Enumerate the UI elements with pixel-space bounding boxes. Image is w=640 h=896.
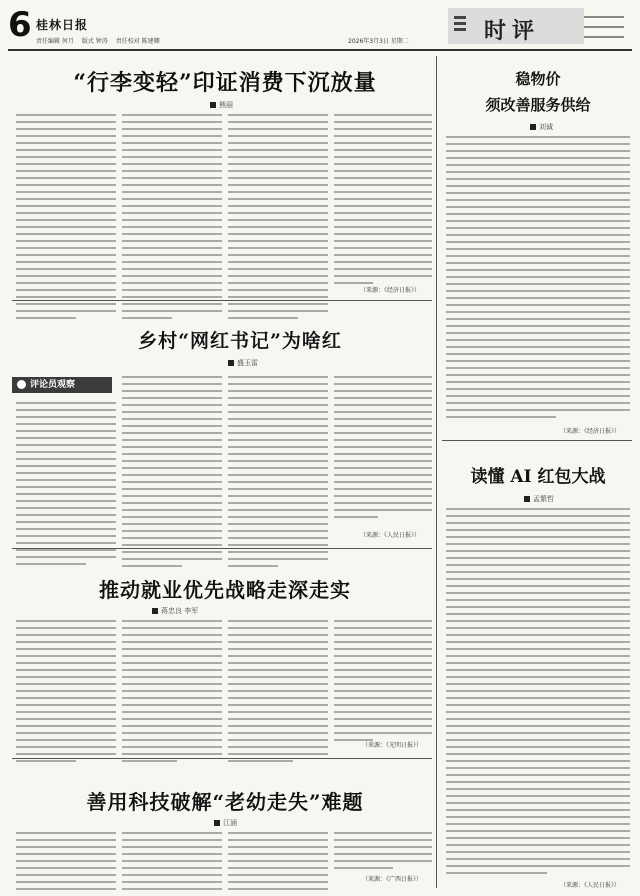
- article-4-body: [228, 832, 328, 895]
- article-2-body: [228, 376, 328, 572]
- article-4-byline: 江涵: [214, 818, 237, 828]
- article-3-source: （来源：《光明日报》）: [362, 742, 423, 749]
- article-6-source: （来源：《人民日报》）: [560, 882, 621, 889]
- article-2-body: [122, 376, 222, 572]
- article-4-title: 善用科技破解“老幼走失”难题: [86, 790, 364, 814]
- article-1-title: “行李变轻”印证消费下沉放量: [73, 70, 377, 96]
- editor-credit: 责任编辑 何月: [36, 38, 74, 45]
- editor-credit: 责任校对 陈建卿: [115, 38, 160, 45]
- article-4-source: （来源：《广西日报》）: [362, 876, 423, 883]
- article-1-body: [122, 114, 222, 324]
- article-1-body: [228, 114, 328, 324]
- issue-date: 2026年3月3日 星期二: [348, 38, 409, 45]
- article-2-body: [334, 376, 432, 523]
- article-2-title: 乡村“网红书记”为啥红: [138, 330, 342, 352]
- article-3-body: [228, 620, 328, 767]
- editor-credit: 版式 钟涛: [81, 38, 108, 45]
- page-number: 6: [8, 5, 32, 45]
- editor-credits: [36, 36, 166, 45]
- article-2-byline: 盛玉雷: [228, 358, 258, 368]
- article-1-source: （来源：《经济日报》）: [360, 287, 421, 294]
- article-divider: [12, 300, 432, 301]
- article-6-byline: 孟繁哲: [524, 494, 554, 504]
- article-4-body: [16, 832, 116, 895]
- article-5-source: （来源：《经济日报》）: [560, 428, 621, 435]
- article-divider: [12, 758, 432, 759]
- section-tail-decoration: [584, 8, 632, 44]
- column-badge: 评论员观察: [12, 377, 112, 393]
- article-4-body: [334, 832, 432, 874]
- article-3-body: [122, 620, 222, 767]
- page-header: [8, 5, 632, 48]
- article-2-body: [16, 402, 116, 570]
- article-1-body: [16, 114, 116, 324]
- article-divider: [12, 548, 432, 549]
- article-3-byline: 蒋忠良 李军: [152, 606, 198, 616]
- section-bars-icon: [454, 16, 466, 34]
- article-5-title-line2: 须改善服务供给: [485, 96, 591, 114]
- article-4-body: [122, 832, 222, 895]
- section-name: 时评: [484, 18, 541, 44]
- article-3-body: [16, 620, 116, 767]
- article-1-byline: 熊丽: [210, 100, 233, 110]
- section-banner: [448, 8, 584, 44]
- article-6-title: 读懂 AI 红包大战: [470, 467, 606, 487]
- column-divider: [436, 56, 437, 888]
- paper-name: 桂林日报: [36, 18, 89, 32]
- article-divider: [442, 440, 632, 441]
- article-1-body: [334, 114, 432, 289]
- article-3-title: 推动就业优先战略走深走实: [99, 578, 351, 602]
- article-3-body: [334, 620, 432, 746]
- article-5-byline: 刘诚: [530, 122, 553, 132]
- header-rule: [8, 49, 632, 51]
- article-6-body: [446, 508, 630, 879]
- article-5-body: [446, 136, 630, 423]
- article-2-source: （来源：《人民日报》）: [360, 532, 421, 539]
- article-5-title-line1: 稳物价: [515, 70, 561, 88]
